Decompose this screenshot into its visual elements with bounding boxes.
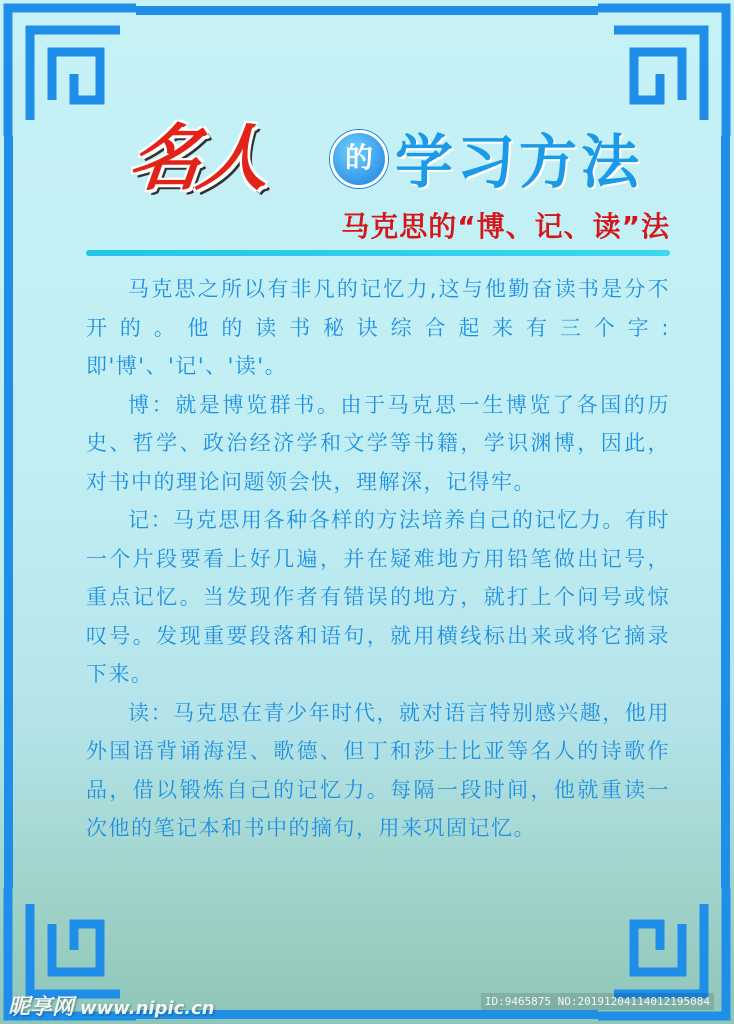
article-body	[86, 270, 670, 848]
frame-top-line	[136, 6, 598, 15]
paragraph-bo: 博：就是博览群书。由于马克思一生博览了各国的历史、哲学、政治经济学和文学等书籍，学识渊博，因此，对书中的理论问题领会快，理解深，记得牢。	[86, 392, 670, 494]
watermark-id: ID:9465875 NO:20191204114012195084	[481, 993, 714, 1010]
title-rest-text: 学习方法	[395, 128, 644, 196]
frame-left-line	[4, 136, 13, 888]
paragraph-ji: 记：马克思用各种各样的方法培养自己的记忆力。有时一个片段要看上好几遍，并在疑难地方用铅笔做出记号，重点记忆。当发现作者有错误的地方，就打上个问号或惊叹号。发现重要段落和语句，就用横线标出来或将它摘录下来。	[86, 508, 670, 686]
title-divider	[86, 250, 670, 256]
watermark-brand	[8, 990, 215, 1021]
paragraph-intro: 马克思之所以有非凡的记忆力,这与他勤奋读书是分不开的。他的读书秘诀综合起来有三个字:即'博'、'记'、'读'。	[86, 277, 670, 378]
frame-right-line	[721, 136, 730, 888]
subtitle: 马克思的“博、记、读”法	[341, 210, 670, 243]
watermark-brand-name: 昵享网	[8, 995, 75, 1020]
page-title	[124, 100, 690, 200]
corner-ornament-top-left	[0, 0, 140, 140]
watermark-url: www.nipic.cn	[80, 998, 215, 1019]
title-main-text: 名人	[124, 116, 270, 200]
title-connector-badge: 的	[330, 130, 388, 188]
paragraph-du: 读：马克思在青少年时代，就对语言特别感兴趣，他用外国语背诵海涅、歌德、但丁和莎士比亚等名人的诗歌作品，借以锻炼自己的记忆力。每隔一段时间，他就重读一次他的笔记本和书中的摘句，用来巩固记忆。	[86, 700, 670, 840]
